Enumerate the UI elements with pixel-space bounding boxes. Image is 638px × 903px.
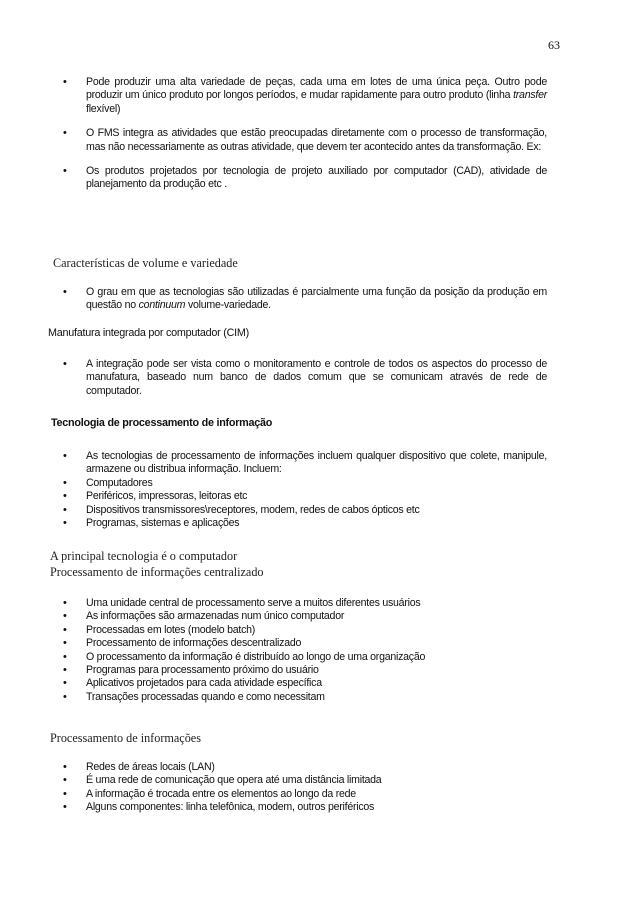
page-number: 63 (548, 38, 560, 52)
list-item: • O grau em que as tecnologias são utilizadas é parcialmente uma função da posição da produção em questão no continuum volume-variedade. (63, 286, 547, 313)
list-item: • Computadores (63, 477, 547, 490)
list-item: • O FMS integra as atividades que estão preocupadas diretamente com o processo de transformação, mas não necessariamente as outras atividade, que devem ter acontecido antes da transformação. Ex: (63, 127, 547, 154)
list-item: • As informações são armazenadas num único computador (63, 610, 547, 623)
list-item: • Os produtos projetados por tecnologia de projeto auxiliado por computador (CAD), atividade de planejamento da produção etc . (63, 165, 547, 192)
list-item: • Alguns componentes: linha telefônica, modem, outros periféricos (63, 801, 547, 814)
list-item: • O processamento da informação é distribuído ao longo de uma organização (63, 651, 547, 664)
list-item: • Processadas em lotes (modelo batch) (63, 624, 547, 637)
list-item: • Dispositivos transmissores\receptores, modem, redes de cabos ópticos etc (63, 504, 547, 517)
list-item: • A informação é trocada entre os elementos ao longo da rede (63, 788, 547, 801)
processing-bullet-list (63, 761, 547, 815)
intro-bullet-list (63, 76, 547, 203)
list-item: • Programas para processamento próximo do usuário (63, 664, 547, 677)
cim-bullet-list (63, 358, 547, 398)
volume-bullet-list (63, 286, 547, 313)
list-item: • Redes de áreas locais (LAN) (63, 761, 547, 774)
section-heading-cim: Manufatura integrada por computador (CIM) (48, 327, 249, 339)
section-heading-volume: Características de volume e variedade (53, 256, 238, 270)
list-item: • Uma unidade central de processamento serve a muitos diferentes usuários (63, 597, 547, 610)
list-item: • Periféricos, impressoras, leitoras etc (63, 490, 547, 503)
section-heading-info-tech: Tecnologia de processamento de informação (51, 417, 273, 429)
info-tech-bullet-list (63, 450, 547, 530)
section-heading-processing: Processamento de informações (50, 731, 201, 745)
list-item: • Processamento de informações descentralizado (63, 637, 547, 650)
list-item: • Transações processadas quando e como necessitam (63, 691, 547, 704)
list-item: • A integração pode ser vista como o monitoramento e controle de todos os aspectos do processo de manufatura, baseado num banco de dados comum que se comunicam através de rede de computador. (63, 358, 547, 398)
list-item: • Aplicativos projetados para cada atividade específica (63, 677, 547, 690)
centralized-bullet-list (63, 597, 547, 704)
list-item: • Programas, sistemas e aplicações (63, 517, 547, 530)
list-item: • É uma rede de comunicação que opera até uma distância limitada (63, 774, 547, 787)
section-heading-centralized: Processamento de informações centralizado (50, 565, 264, 579)
list-item: • As tecnologias de processamento de informações incluem qualquer dispositivo que colete, manipule, armazene ou distribua informação. Incluem: (63, 450, 547, 477)
section-heading-computer: A principal tecnologia é o computador (50, 549, 238, 563)
list-item: • Pode produzir uma alta variedade de peças, cada uma em lotes de uma única peça. Outro pode produzir um único produto por longos períodos, e mudar rapidamente para outro produto (linha transfer flexível) (63, 76, 547, 116)
